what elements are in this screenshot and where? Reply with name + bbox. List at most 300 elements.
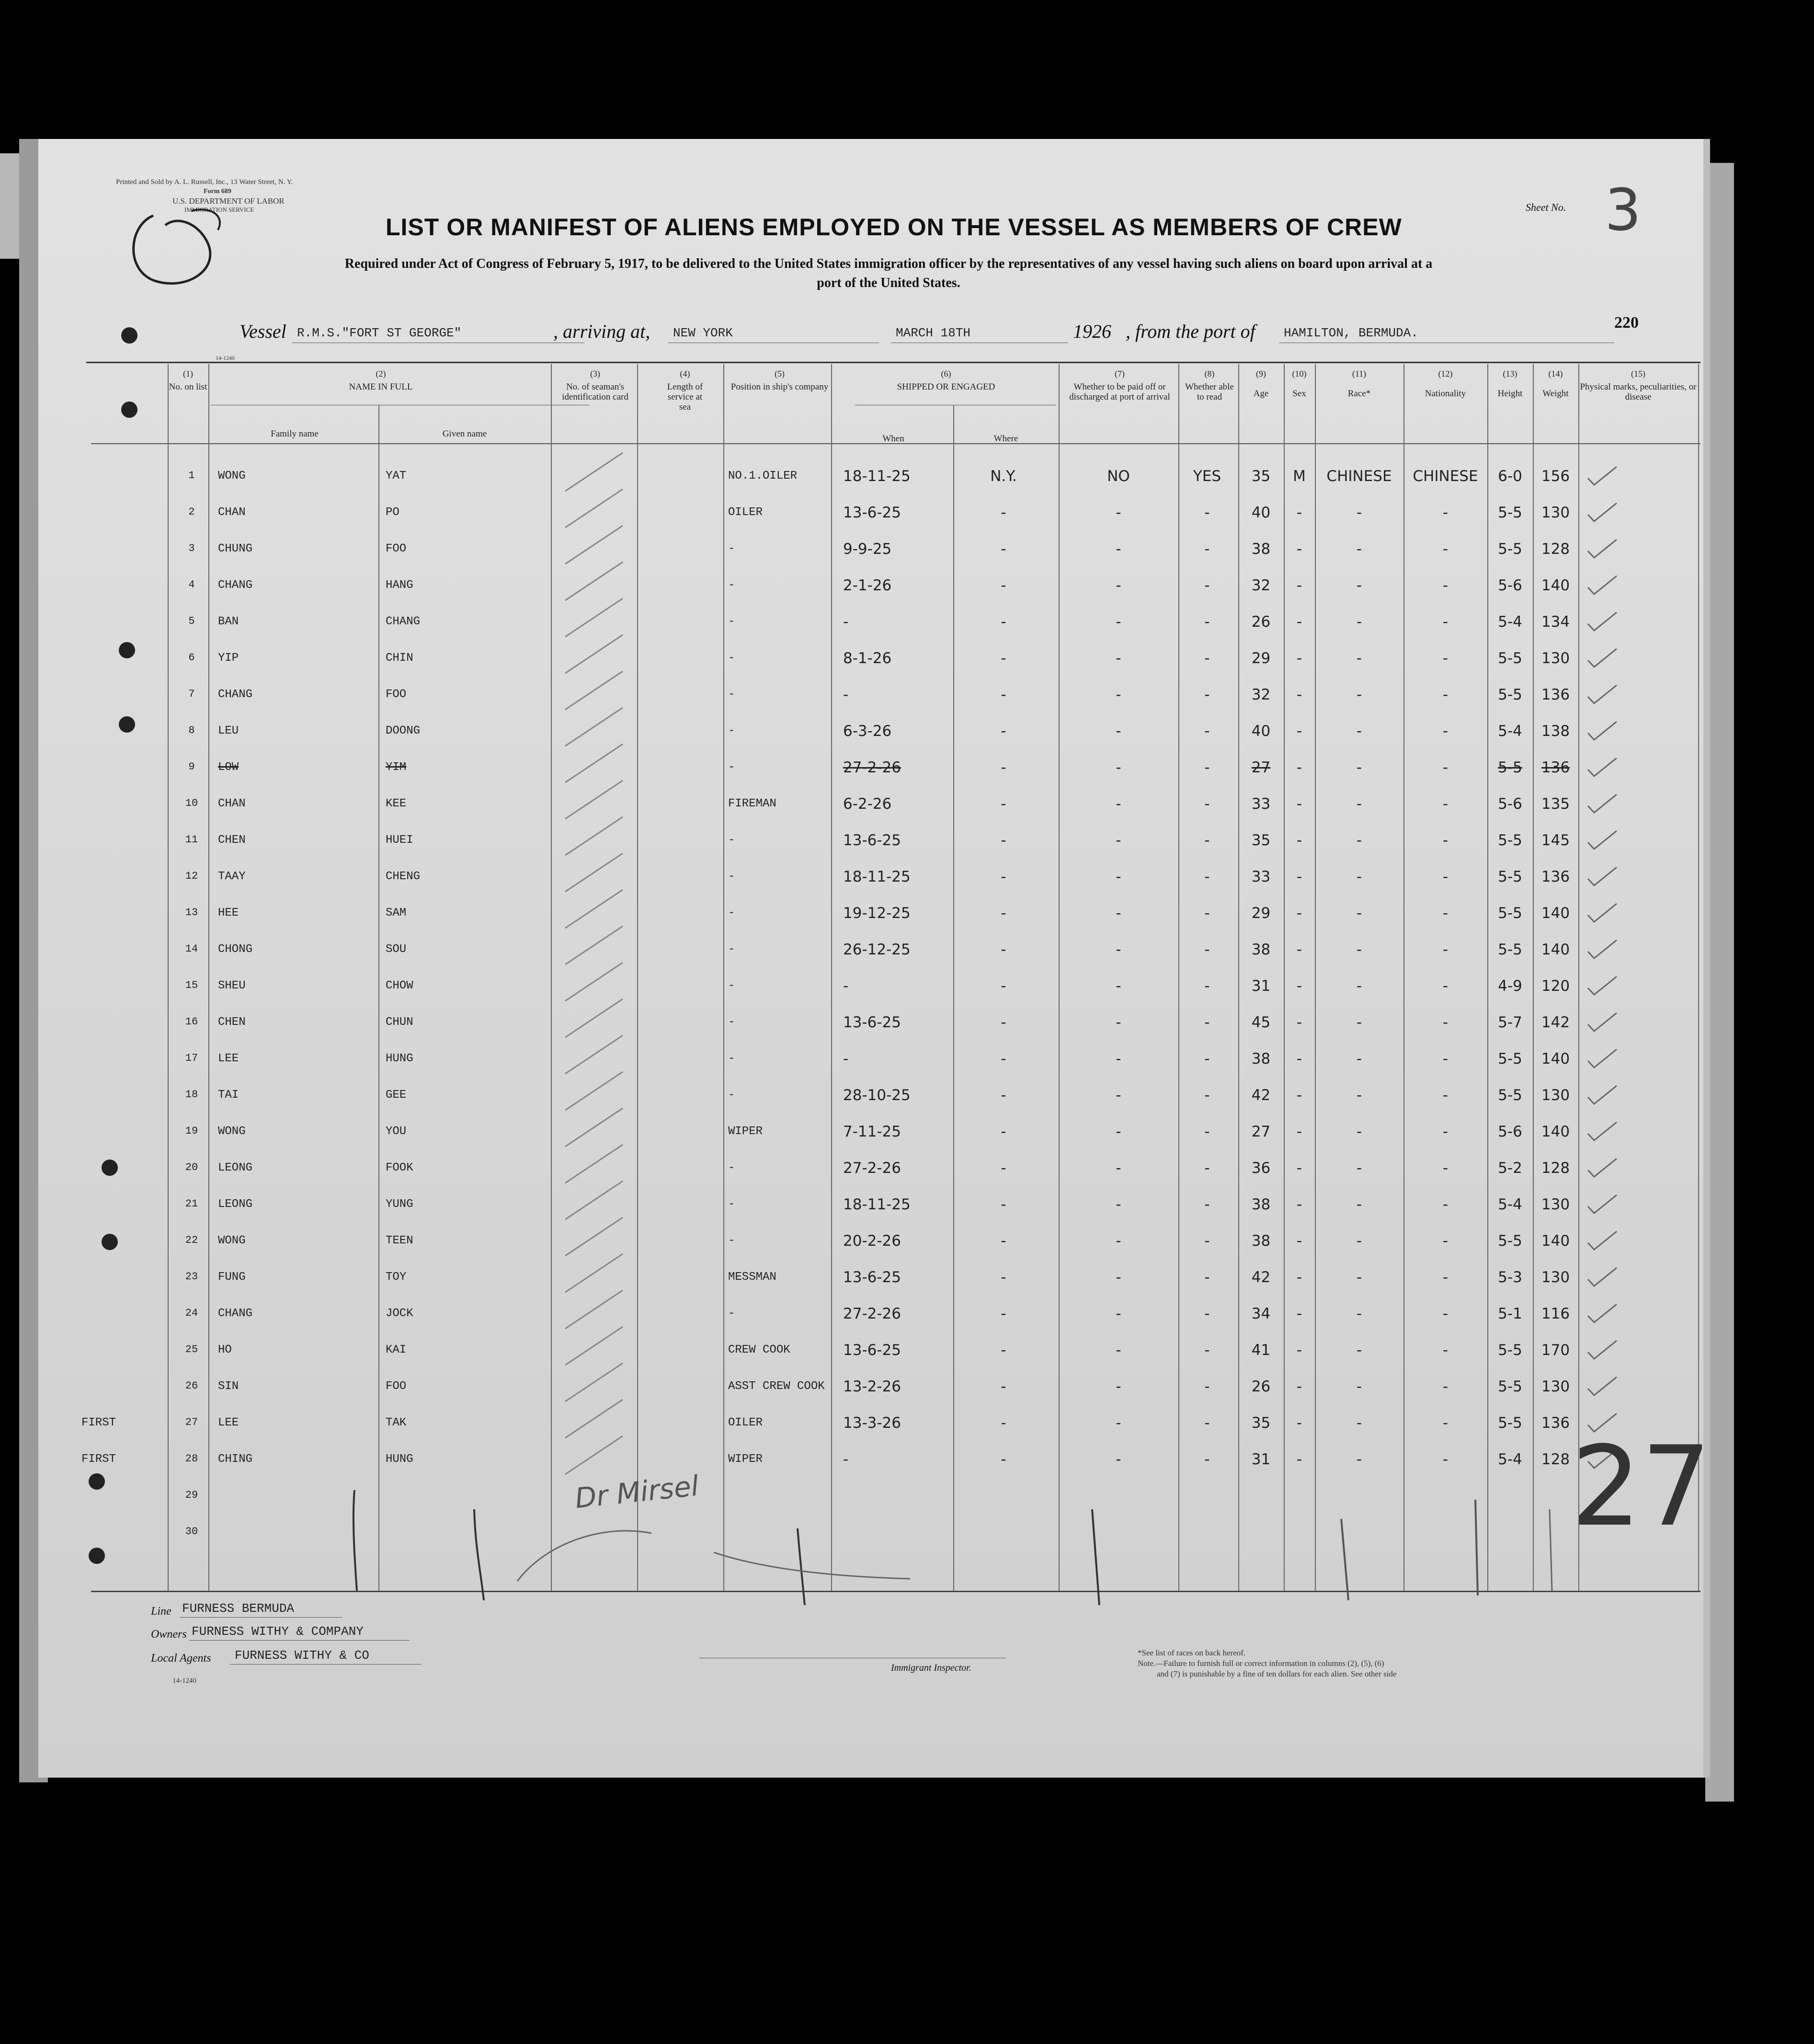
check-mark [1586, 1046, 1619, 1070]
row-number: 4 [188, 579, 195, 591]
nationality: - [1442, 1232, 1449, 1250]
family-name: TAAY [218, 870, 246, 883]
nationality: - [1442, 540, 1449, 558]
shipped-when: - [843, 1451, 849, 1468]
nationality: - [1442, 941, 1449, 958]
given-name: CHENG [386, 870, 421, 883]
height: 5-5 [1498, 1414, 1522, 1432]
weight: 136 [1541, 759, 1570, 776]
given-name: FOO [386, 688, 407, 701]
signature-flourish [508, 1495, 920, 1591]
nationality: - [1442, 1160, 1449, 1177]
age: 35 [1251, 468, 1271, 485]
shipped-where: - [1001, 795, 1006, 813]
race: - [1356, 832, 1362, 849]
height: 5-4 [1498, 723, 1522, 740]
weight: 140 [1541, 577, 1570, 594]
nationality: - [1442, 832, 1449, 849]
weight: 156 [1541, 468, 1570, 485]
row-number: 21 [185, 1198, 198, 1210]
age: 38 [1251, 941, 1271, 958]
sex: - [1296, 1232, 1302, 1250]
age: 26 [1251, 613, 1271, 631]
weight: 140 [1541, 905, 1570, 922]
family-name: SIN [218, 1380, 239, 1393]
sex: - [1296, 795, 1302, 813]
given-name: CHIN [386, 652, 413, 665]
paid-off: - [1116, 650, 1121, 667]
col-header-age: (9) Age [1253, 369, 1269, 399]
col-divider [637, 364, 638, 1591]
punch-hole [121, 327, 137, 344]
height: 5-5 [1498, 1232, 1522, 1250]
pencil-tick [565, 1436, 623, 1474]
weight: 140 [1541, 941, 1570, 958]
able-to-read: - [1204, 1087, 1210, 1104]
shipped-where: N.Y. [990, 468, 1017, 485]
shipped-when: 27-2-26 [843, 759, 901, 776]
shipped-when: - [843, 1050, 849, 1068]
sheet-label: Sheet No. [1526, 201, 1566, 213]
weight: 140 [1541, 1123, 1570, 1140]
pencil-tick [565, 1363, 623, 1401]
col-divider [208, 364, 209, 1591]
shipped-when: - [843, 686, 849, 703]
race: - [1356, 1451, 1362, 1468]
given-name: FOOK [386, 1161, 413, 1174]
nationality: - [1442, 905, 1449, 922]
col-header-length-service: (4) Length of service at sea [667, 369, 703, 412]
weight: 130 [1541, 650, 1570, 667]
total-count: 27 [1571, 1423, 1711, 1551]
age: 31 [1251, 977, 1271, 995]
col-divider [378, 405, 379, 1591]
height: 5-4 [1498, 613, 1522, 631]
able-to-read: - [1204, 1451, 1210, 1468]
able-to-read: YES [1193, 468, 1221, 485]
pencil-tick [565, 963, 623, 1001]
given-name: KAI [386, 1344, 407, 1356]
position: CREW COOK [728, 1344, 790, 1356]
race: - [1356, 1123, 1362, 1140]
sex: - [1296, 905, 1302, 922]
shipped-when: 13-6-25 [843, 832, 901, 849]
age: 27 [1251, 1123, 1271, 1140]
shipped-when: 6-2-26 [843, 795, 892, 813]
able-to-read: - [1204, 1123, 1210, 1140]
shipped-where: - [1001, 1123, 1006, 1140]
row-number: 11 [185, 834, 198, 846]
col-divider [1698, 364, 1699, 1591]
margin-note: FIRST [81, 1453, 116, 1466]
height: 5-4 [1498, 1451, 1522, 1468]
weight: 138 [1541, 723, 1570, 740]
punch-hole [119, 642, 135, 658]
age: 42 [1251, 1269, 1271, 1286]
family-name: WONG [218, 470, 246, 482]
able-to-read: - [1204, 723, 1210, 740]
race: - [1356, 1342, 1362, 1359]
family-name: LEE [218, 1052, 239, 1065]
family-name: CHAN [218, 506, 246, 519]
given-name: TEEN [386, 1234, 413, 1247]
nationality: - [1442, 1087, 1449, 1104]
able-to-read: - [1204, 795, 1210, 813]
paid-off: - [1116, 1087, 1121, 1104]
row-number: 3 [188, 542, 195, 554]
shipped-when: 26-12-25 [843, 941, 911, 958]
row-number: 7 [188, 688, 195, 700]
sex: - [1296, 504, 1302, 521]
pencil-tick [565, 635, 623, 673]
pencil-tick [565, 817, 623, 855]
given-name: CHOW [386, 979, 413, 992]
paid-off: - [1116, 1378, 1121, 1395]
shipped-where: - [1001, 577, 1006, 594]
col-divider [1178, 364, 1179, 1591]
race: - [1356, 504, 1362, 521]
family-name: LEONG [218, 1198, 253, 1211]
nationality: - [1442, 868, 1449, 885]
paid-off: - [1116, 686, 1121, 703]
check-mark [1586, 1119, 1619, 1143]
paid-off: - [1116, 1342, 1121, 1359]
paid-off: - [1116, 577, 1121, 594]
position: - [728, 579, 735, 592]
paid-off: - [1116, 1451, 1121, 1468]
family-name: CHUNG [218, 542, 253, 555]
height: 5-7 [1498, 1014, 1522, 1031]
pencil-tick [565, 1400, 623, 1438]
age: 34 [1251, 1305, 1271, 1322]
height: 5-4 [1498, 1196, 1522, 1213]
col-header-weight: (14) Weight [1542, 369, 1569, 399]
form-code-small: 14-1240 [216, 355, 235, 361]
col-divider [551, 364, 552, 1591]
row-number: 25 [185, 1344, 198, 1355]
col-divider [831, 364, 832, 1591]
col-header-name: (2) NAME IN FULL [349, 369, 413, 392]
height: 5-6 [1498, 795, 1522, 813]
family-name: CHONG [218, 943, 253, 956]
sex: M [1293, 468, 1306, 485]
margin-note: FIRST [81, 1416, 116, 1429]
age: 26 [1251, 1378, 1271, 1395]
given-name: TOY [386, 1271, 407, 1284]
nationality: - [1442, 723, 1449, 740]
age: 27 [1251, 759, 1271, 776]
nationality: - [1442, 1451, 1449, 1468]
sex: - [1296, 1087, 1302, 1104]
shipped-where: - [1001, 759, 1006, 776]
height: 5-5 [1498, 504, 1522, 521]
given-name: GEE [386, 1089, 407, 1102]
paid-off: - [1116, 1232, 1121, 1250]
col-header-nationality: (12) Nationality [1425, 369, 1466, 399]
pencil-tick [565, 781, 623, 819]
position: MESSMAN [728, 1271, 776, 1284]
position: - [728, 1234, 735, 1247]
pencil-tick [565, 1181, 623, 1219]
position: - [728, 1198, 735, 1211]
check-mark [1586, 573, 1619, 597]
given-name: YAT [386, 470, 407, 482]
pencil-tick [565, 526, 623, 564]
nationality: - [1442, 1269, 1449, 1286]
arrival-date: MARCH 18TH [896, 326, 971, 340]
race: - [1356, 577, 1362, 594]
sex: - [1296, 759, 1302, 776]
punch-hole [89, 1473, 105, 1490]
race: - [1356, 977, 1362, 995]
pencil-tick [565, 1217, 623, 1256]
able-to-read: - [1204, 1269, 1210, 1286]
sex: - [1296, 1160, 1302, 1177]
able-to-read: - [1204, 1378, 1210, 1395]
sex: - [1296, 613, 1302, 631]
pencil-tick [565, 1145, 623, 1183]
age: 32 [1251, 686, 1271, 703]
pencil-tick [565, 562, 623, 600]
shipped-when: 7-11-25 [843, 1123, 901, 1140]
paid-off: - [1116, 1160, 1121, 1177]
age: 33 [1251, 868, 1271, 885]
family-name: SHEU [218, 979, 246, 992]
weight: 136 [1541, 686, 1570, 703]
check-mark [1586, 537, 1619, 561]
pencil-tick [565, 744, 623, 782]
check-mark [1586, 1010, 1619, 1034]
height: 5-1 [1498, 1305, 1522, 1322]
able-to-read: - [1204, 650, 1210, 667]
able-to-read: - [1204, 977, 1210, 995]
col-header-when: When [882, 434, 904, 444]
weight: 136 [1541, 868, 1570, 885]
col-header-sex: (10) Sex [1292, 369, 1307, 399]
family-name: TAI [218, 1089, 239, 1102]
footer-line-label: Line [151, 1605, 171, 1618]
position: - [728, 907, 735, 919]
weight: 140 [1541, 1232, 1570, 1250]
row-number: 15 [185, 979, 198, 991]
col-header-shipped: (6) SHIPPED OR ENGAGED [897, 369, 995, 392]
height: 5-5 [1498, 868, 1522, 885]
footer-note-2: Note.—Failure to furnish full or correct information in columns (2), (5), (6) [1138, 1659, 1384, 1668]
sex: - [1296, 686, 1302, 703]
shipped-where: - [1001, 504, 1006, 521]
age: 29 [1251, 905, 1271, 922]
height: 5-5 [1498, 1378, 1522, 1395]
footer-line-underline [180, 1617, 342, 1618]
weight: 136 [1541, 1414, 1570, 1432]
row-number: 24 [185, 1307, 198, 1319]
race: - [1356, 686, 1362, 703]
col-divider [953, 405, 954, 1591]
position: FIREMAN [728, 797, 776, 810]
nationality: - [1442, 1014, 1449, 1031]
nationality: - [1442, 795, 1449, 813]
sex: - [1296, 1342, 1302, 1359]
height: 5-5 [1498, 941, 1522, 958]
sheet-number: 3 [1605, 177, 1642, 244]
race: - [1356, 1196, 1362, 1213]
pencil-tick [565, 1327, 623, 1365]
shipped-when: 13-6-25 [843, 1342, 901, 1359]
paid-off: - [1116, 832, 1121, 849]
weight: 134 [1541, 613, 1570, 631]
position: OILER [728, 1416, 763, 1429]
paid-off: - [1116, 759, 1121, 776]
height: 5-5 [1498, 650, 1522, 667]
shipped-where: - [1001, 1414, 1006, 1432]
height: 5-5 [1498, 1087, 1522, 1104]
row-number: 13 [185, 907, 198, 919]
paid-off: - [1116, 941, 1121, 958]
able-to-read: - [1204, 868, 1210, 885]
position: - [728, 834, 735, 847]
family-name: LEE [218, 1416, 239, 1429]
paid-off: - [1116, 868, 1121, 885]
subtitle-line-1: Required under Act of Congress of February 5, 1917, to be delivered to the United States immigration officer by the representatives of any vessel having such aliens on board upon arrival at a [344, 256, 1433, 271]
race: - [1356, 905, 1362, 922]
shipped-when: 13-6-25 [843, 1269, 901, 1286]
position: - [728, 542, 735, 555]
family-name: CHANG [218, 579, 253, 592]
able-to-read: - [1204, 1196, 1210, 1213]
row-number: 26 [185, 1380, 198, 1392]
race: - [1356, 723, 1362, 740]
nationality: - [1442, 650, 1449, 667]
given-name: HUNG [386, 1052, 413, 1065]
weight: 116 [1541, 1305, 1570, 1322]
printer-line: Printed and Sold by A. L. Russell, Inc., 13 Water Street, N. Y. [116, 178, 293, 186]
nationality: - [1442, 1123, 1449, 1140]
row-number: 5 [188, 615, 195, 627]
height: 5-5 [1498, 1342, 1522, 1359]
check-mark [1586, 1229, 1619, 1252]
shipped-where: - [1001, 832, 1006, 849]
footer-form-code: 14-1240 [172, 1677, 196, 1685]
shipped-when: 8-1-26 [843, 650, 892, 667]
able-to-read: - [1204, 577, 1210, 594]
sex: - [1296, 941, 1302, 958]
footer-owners-value: FURNESS WITHY & COMPANY [192, 1624, 364, 1639]
nationality: - [1442, 1305, 1449, 1322]
paid-off: NO [1107, 468, 1130, 485]
family-name: CHING [218, 1453, 253, 1466]
race: CHINESE [1326, 468, 1392, 485]
position: - [728, 761, 735, 774]
shipped-where: - [1001, 1451, 1006, 1468]
shipped-when: 13-3-26 [843, 1414, 901, 1432]
position: - [728, 724, 735, 737]
age: 41 [1251, 1342, 1271, 1359]
weight: 142 [1541, 1014, 1570, 1031]
sex: - [1296, 540, 1302, 558]
pencil-tick [565, 1254, 623, 1292]
check-mark [1586, 719, 1619, 743]
position: - [728, 1161, 735, 1174]
check-mark [1586, 646, 1619, 670]
shipped-when: 13-6-25 [843, 1014, 901, 1031]
shipped-when: 19-12-25 [843, 905, 911, 922]
pencil-tick [565, 1290, 623, 1329]
family-name: CHEN [218, 834, 246, 847]
paid-off: - [1116, 540, 1121, 558]
height: 5-2 [1498, 1160, 1522, 1177]
given-name: FOO [386, 1380, 407, 1393]
able-to-read: - [1204, 1050, 1210, 1068]
paid-off: - [1116, 1123, 1121, 1140]
row-number: 8 [188, 724, 195, 736]
row-number: 14 [185, 943, 198, 955]
sex: - [1296, 1451, 1302, 1468]
given-name: CHUN [386, 1016, 413, 1029]
check-mark [1586, 1338, 1619, 1362]
able-to-read: - [1204, 686, 1210, 703]
shipped-when: - [843, 613, 849, 631]
check-mark [1586, 1265, 1619, 1289]
race: - [1356, 868, 1362, 885]
weight: 130 [1541, 504, 1570, 521]
col-header-height: (13) Height [1497, 369, 1523, 399]
height: 5-5 [1498, 905, 1522, 922]
shipped-where: - [1001, 613, 1006, 631]
age: 36 [1251, 1160, 1271, 1177]
race: - [1356, 1050, 1362, 1068]
shipped-when: 13-6-25 [843, 504, 901, 521]
pencil-tick [565, 1035, 623, 1074]
check-mark [1586, 464, 1619, 488]
col-header-given-name: Given name [442, 429, 487, 439]
able-to-read: - [1204, 941, 1210, 958]
col-header-race: (11) Race* [1347, 369, 1371, 399]
check-mark [1586, 609, 1619, 633]
height: 5-5 [1498, 759, 1522, 776]
position: NO.1.OILER [728, 470, 798, 482]
height: 5-5 [1498, 686, 1522, 703]
nationality: CHINESE [1413, 468, 1478, 485]
family-name: HO [218, 1344, 232, 1356]
family-name: CHAN [218, 797, 246, 810]
check-mark [1586, 755, 1619, 779]
paid-off: - [1116, 1269, 1121, 1286]
paid-off: - [1116, 1014, 1121, 1031]
able-to-read: - [1204, 1014, 1210, 1031]
family-name: CHEN [218, 1016, 246, 1029]
col-header-able-read: (8) Whether able to read [1185, 369, 1234, 402]
given-name: YIM [386, 761, 407, 774]
paid-off: - [1116, 504, 1121, 521]
shipped-when: 27-2-26 [843, 1160, 901, 1177]
race: - [1356, 759, 1362, 776]
row-number: 2 [188, 506, 195, 518]
position: - [728, 979, 735, 992]
nationality: - [1442, 759, 1449, 776]
page-number: 220 [1614, 314, 1639, 332]
shipped-where: - [1001, 1087, 1006, 1104]
check-mark [1586, 1374, 1619, 1398]
paid-off: - [1116, 905, 1121, 922]
able-to-read: - [1204, 1160, 1210, 1177]
row-number: 27 [185, 1416, 198, 1428]
shipped-when: 20-2-26 [843, 1232, 901, 1250]
given-name: PO [386, 506, 399, 519]
col-header-where: Where [993, 434, 1018, 444]
family-name: FUNG [218, 1271, 246, 1284]
shipped-where: - [1001, 1160, 1006, 1177]
shipped-where: - [1001, 868, 1006, 885]
